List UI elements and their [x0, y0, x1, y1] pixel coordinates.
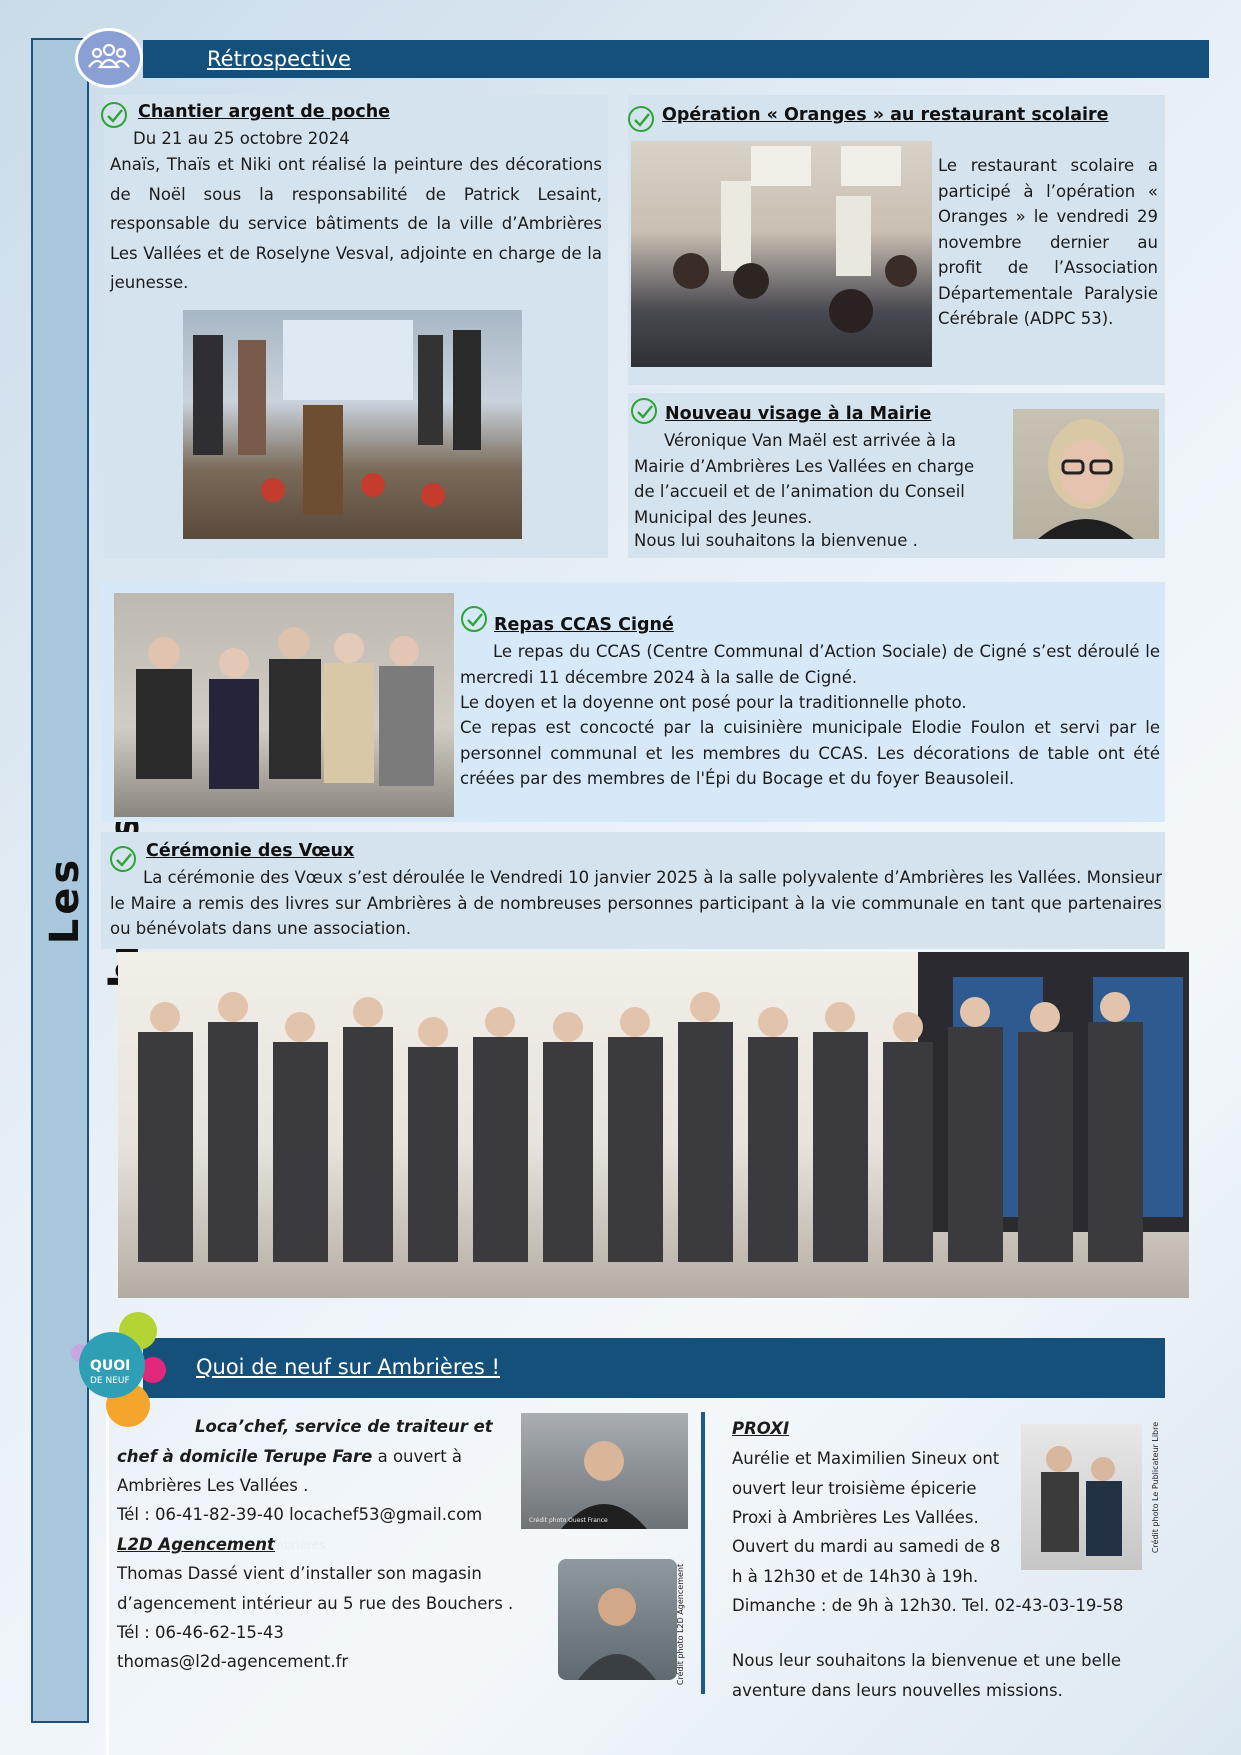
people-icon: [75, 28, 143, 88]
ccas-photo: [114, 593, 454, 817]
chantier-photo: [183, 310, 522, 539]
locachef-name: Loca’chef, service de traiteur et chef à domicile Terupe Fare: [117, 1417, 493, 1466]
locachef-photo: [521, 1413, 688, 1529]
visage-title: Nouveau visage à la Mairie: [665, 404, 932, 424]
column-divider: [701, 1412, 705, 1694]
check-icon: [631, 398, 657, 424]
oranges-title: Opération « Oranges » au restaurant scolaire: [662, 105, 1109, 125]
proxi-credit: Crédit photo Le Publicateur Libre: [1151, 1421, 1161, 1554]
locachef-credit: Crédit photo Ouest France: [529, 1517, 608, 1524]
l2d-title: [117, 1530, 275, 1560]
proxi-title: [732, 1414, 789, 1444]
locachef-desc: a ouvert à Ambrières Les Vallées .: [117, 1446, 463, 1495]
l2d-tel: Tél : 06-46-62-15-43: [117, 1623, 284, 1642]
ccas-p3: Ce repas est concocté par la cuisinière municipale Elodie Foulon et servi par le personnel communal et les membres du CCAS. Les décorations de table ont été créées par des membres de l'Épi du Bocage et du foyer Beausoleil.: [460, 718, 1160, 788]
proxi-photo: [1021, 1424, 1142, 1570]
ccas-p2: Le doyen et la doyenne ont posé pour la traditionnelle photo.: [460, 693, 967, 712]
quoi-banner: [143, 1338, 1165, 1398]
retro-banner: [143, 40, 1209, 78]
oranges-photo: [631, 141, 932, 367]
oranges-text: Le restaurant scolaire a participé à l’opération « Oranges » le vendredi 29 novembre dernier au profit de l’Association Départementale Paralysie Cérébrale (ADPC 53).: [938, 156, 1158, 328]
visage-welcome: Nous lui souhaitons la bienvenue .: [634, 531, 918, 550]
visage-text: Véronique Van Maël est arrivée à la Mairie d’Ambrières Les Vallées en charge de l’accueil et de l’animation du Conseil Municipal des Jeunes.: [634, 431, 975, 527]
l2d-credit: Crédit photo L2D Agencement: [676, 1563, 686, 1686]
quoi-logo-bottom: DE NEUF: [90, 1376, 130, 1386]
check-icon: [628, 106, 654, 132]
proxi-title-text: PROXI: [732, 1419, 790, 1438]
chantier-title: Chantier argent de poche: [138, 102, 391, 122]
l2d-photo: [558, 1559, 677, 1680]
chantier-date: Du 21 au 25 octobre 2024: [133, 129, 350, 148]
l2d-title-text: L2D Agencement: [117, 1535, 275, 1554]
visage-portrait: [1013, 409, 1159, 539]
locachef-text: [117, 1412, 495, 1501]
retro-title: Rétrospective: [207, 47, 351, 71]
voeux-photo: [118, 952, 1189, 1298]
l2d-text: Thomas Dassé vient d’installer son magasin d’agencement intérieur au 5 rue des Bouchers .: [117, 1564, 514, 1613]
proxi-text: Aurélie et Maximilien Sineux ont ouvert leur troisième épicerie Proxi à Ambrières Les Vallées.: [732, 1449, 1000, 1527]
voeux-title: Cérémonie des Vœux: [146, 841, 355, 861]
quoi-logo-top: QUOI: [90, 1358, 131, 1374]
voeux-text: La cérémonie des Vœux s’est déroulée le Vendredi 10 janvier 2025 à la salle polyvalente d’Ambrières les Vallées. Monsieur le Maire a remis des livres sur Ambrières à de nombreuses personnes participant à la vie communale en tant que partenaires ou bénévolats dans une association.: [110, 868, 1162, 938]
sidebar-divider: [106, 1380, 109, 1755]
ccas-title: Repas CCAS Cigné: [494, 615, 674, 635]
closing-text: Nous leur souhaitons la bienvenue et une belle aventure dans leurs nouvelles missions.: [732, 1651, 1122, 1700]
chantier-text: Anaïs, Thaïs et Niki ont réalisé la peinture des décorations de Noël sous la responsabilité de Patrick Lesaint, responsable du service bâtiments de la ville d’Ambrières Les Vallées et de Roselyne Vesval, adjointe en charge de la jeunesse.: [110, 155, 602, 292]
proxi-hours: Ouvert du mardi au samedi de 8 h à 12h30 et de 14h30 à 19h.: [732, 1537, 1001, 1586]
proxi-sunday: Dimanche : de 9h à 12h30. Tel. 02-43-03-19-58: [732, 1596, 1124, 1615]
locachef-contact: Tél : 06-41-82-39-40 locachef53@gmail.com: [117, 1505, 483, 1524]
check-icon: [461, 606, 487, 632]
l2d-faint: mbrières: [272, 1538, 326, 1552]
check-icon: [101, 102, 127, 128]
quoi-title: Quoi de neuf sur Ambrières !: [196, 1355, 500, 1379]
ccas-p1: Le repas du CCAS (Centre Communal d’Action Sociale) de Cigné s’est déroulé le mercredi 11 décembre 2024 à la salle de Cigné.: [460, 642, 1160, 687]
l2d-email: thomas@l2d-agencement.fr: [117, 1652, 349, 1671]
sidebar-title: Les: [42, 855, 88, 945]
